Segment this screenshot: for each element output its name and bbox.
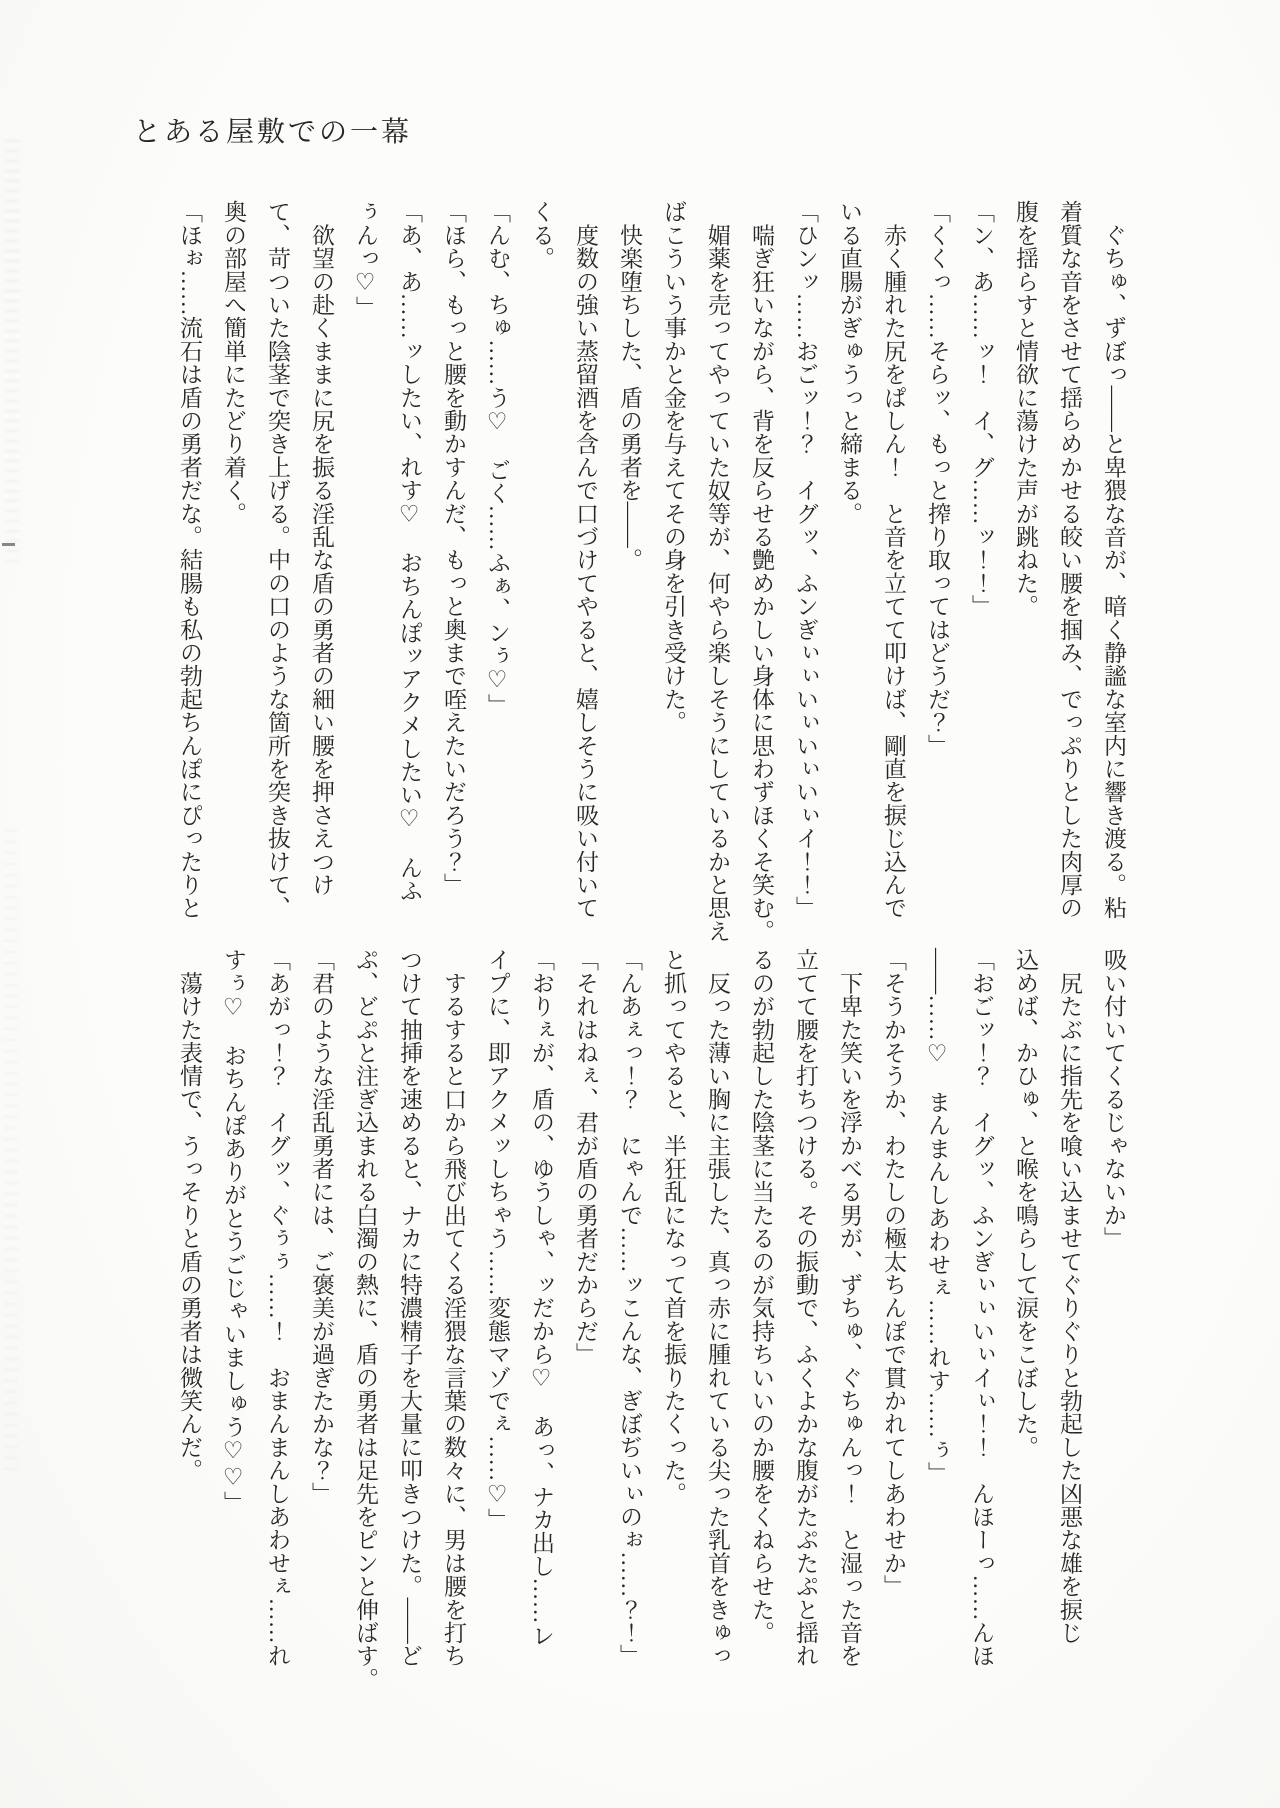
text-column: 快楽堕ちした、盾の勇者を――。 <box>617 200 642 572</box>
text-column: するすると口から飛び出てくる淫猥な言葉の数々に、男は腰を打ち <box>441 948 466 1668</box>
text-column: 「ン、あ……ッ！ イ、グ……ッ！！」 <box>969 200 994 618</box>
text-column: 度数の強い蒸留酒を含んで口づけてやると、嬉しそうに吸い付いて <box>573 200 598 920</box>
text-column: 「くくっ……そらッ、もっと搾り取ってはどうだ？」 <box>925 200 950 757</box>
text-column: 立てて腰を打ちつける。その振動で、ふくよかな腹がたぷたぷと揺れ <box>793 948 818 1668</box>
page-title: とある屋敷での一幕 <box>133 117 413 148</box>
text-column: 「おりぇが、盾の、ゆうしゃ、ッだから♡ あっ、ナカ出し……レ <box>529 948 554 1647</box>
text-column: ばこういう事かと金を与えてその身を引き受けた。 <box>661 200 686 734</box>
text-column: 「あ、あ……ッしたい、れす♡ おちんぽッアクメしたい♡ んふ <box>397 200 422 902</box>
text-column: 蕩けた表情で、うっそりと盾の勇者は微笑んだ。 <box>177 948 202 1482</box>
text-column: すぅ♡ おちんぽありがとうごじゃいましゅう♡♡」 <box>221 948 246 1514</box>
text-column: 反った薄い胸に主張した、真っ赤に腫れている尖った乳首をきゅっ <box>705 948 730 1668</box>
text-column: て、苛ついた陰茎で突き上げる。中の口のような箇所を突き抜けて、 <box>265 200 290 920</box>
scan-bleed-artifact <box>4 830 18 1470</box>
text-column: ぅんっ♡」 <box>353 200 378 319</box>
text-column: 「君のような淫乱勇者には、ご褒美が過ぎたかな？」 <box>309 948 334 1505</box>
text-column: 赤く腫れた尻をぱしん！ と音を立てて叩けば、剛直を捩じ込んで <box>881 200 906 920</box>
text-column: 「んむ、ちゅ……う♡ ごく……ふぁ、ンぅ♡」 <box>485 200 510 717</box>
text-column: ぷ、どぷと注ぎ込まれる白濁の熱に、盾の勇者は足先をピンと伸ばす。 <box>353 948 378 1691</box>
scan-edge-mark <box>2 543 15 546</box>
text-column: 「あがっ！？ イグッ、ぐぅぅ……！ おまんまんしあわせぇ……れ <box>265 948 290 1668</box>
text-block-lower <box>167 948 1135 1696</box>
text-column: いる直腸がぎゅうっと締まる。 <box>837 200 862 525</box>
text-column: 着質な音をさせて揺らめかせる皎い腰を掴み、でっぷりとした肉厚の <box>1057 200 1082 920</box>
text-column: 「んあぇっ！？ にゃんで……ッこんな、ぎぼぢいぃのぉ……？！」 <box>617 948 642 1668</box>
text-column: 吸い付いてくるじゃないか」 <box>1101 948 1126 1250</box>
text-column: るのが勃起した陰茎に当たるのが気持ちいいのか腰をくねらせた。 <box>749 948 774 1644</box>
text-column: 媚薬を売ってやっていた奴等が、何やら楽しそうにしているかと思え <box>705 200 730 943</box>
text-block-upper <box>167 200 1135 948</box>
text-column: つけて抽挿を速めると、ナカに特濃精子を大量に叩きつけた。――ど <box>397 948 422 1668</box>
text-column: 奥の部屋へ簡単にたどり着く。 <box>221 200 246 525</box>
text-column: 喘ぎ狂いながら、背を反らせる艶めかしい身体に思わずほくそ笑む。 <box>749 200 774 943</box>
text-column: 腹を揺らすと情欲に蕩けた声が跳ねた。 <box>1013 200 1038 618</box>
scan-bleed-artifact <box>5 140 19 570</box>
text-column: 尻たぶに指先を喰い込ませてぐりぐりと勃起した凶悪な雄を捩じ <box>1057 948 1082 1644</box>
text-column: 「それはねぇ、君が盾の勇者だからだ」 <box>573 948 598 1366</box>
text-column: 下卑た笑いを浮かべる男が、ずちゅ、ぐちゅんっ！ と湿った音を <box>837 948 862 1668</box>
text-column: 「おごッ！？ イグッ、ふンぎぃぃいぃイぃ！！ んほーっ……んほ <box>969 948 994 1668</box>
text-column: 「ほら、もっと腰を動かすんだ、もっと奥まで咥えたいだろう？」 <box>441 200 466 896</box>
text-column: 「ほぉ……流石は盾の勇者だな。結腸も私の勃起ちんぽにぴったりと <box>177 200 202 920</box>
text-column: と抓ってやると、半狂乱になって首を振りたくった。 <box>661 948 686 1505</box>
text-column: 「そうかそうか、わたしの極太ちんぽで貫かれてしあわせか」 <box>881 948 906 1598</box>
text-column: 「ひンッ……おごッ！？ イグッ、ふンぎぃぃいぃいぃいぃイ！！」 <box>793 200 818 920</box>
text-column: くる。 <box>529 200 554 270</box>
text-column: 込めば、かひゅ、と喉を鳴らして涙をこぼした。 <box>1013 948 1038 1459</box>
text-column: 欲望の赴くままに尻を振る淫乱な盾の勇者の細い腰を押さえつけ <box>309 200 334 896</box>
text-column: イプに、即アクメッしちゃう……変態マゾでぇ……♡」 <box>485 948 510 1531</box>
text-column: ――……♡ まんまんしあわせぇ……れす……ぅ」 <box>925 948 950 1485</box>
text-column: ぐちゅ、ずぼっ――と卑猥な音が、暗く静謐な室内に響き渡る。粘 <box>1101 200 1126 920</box>
